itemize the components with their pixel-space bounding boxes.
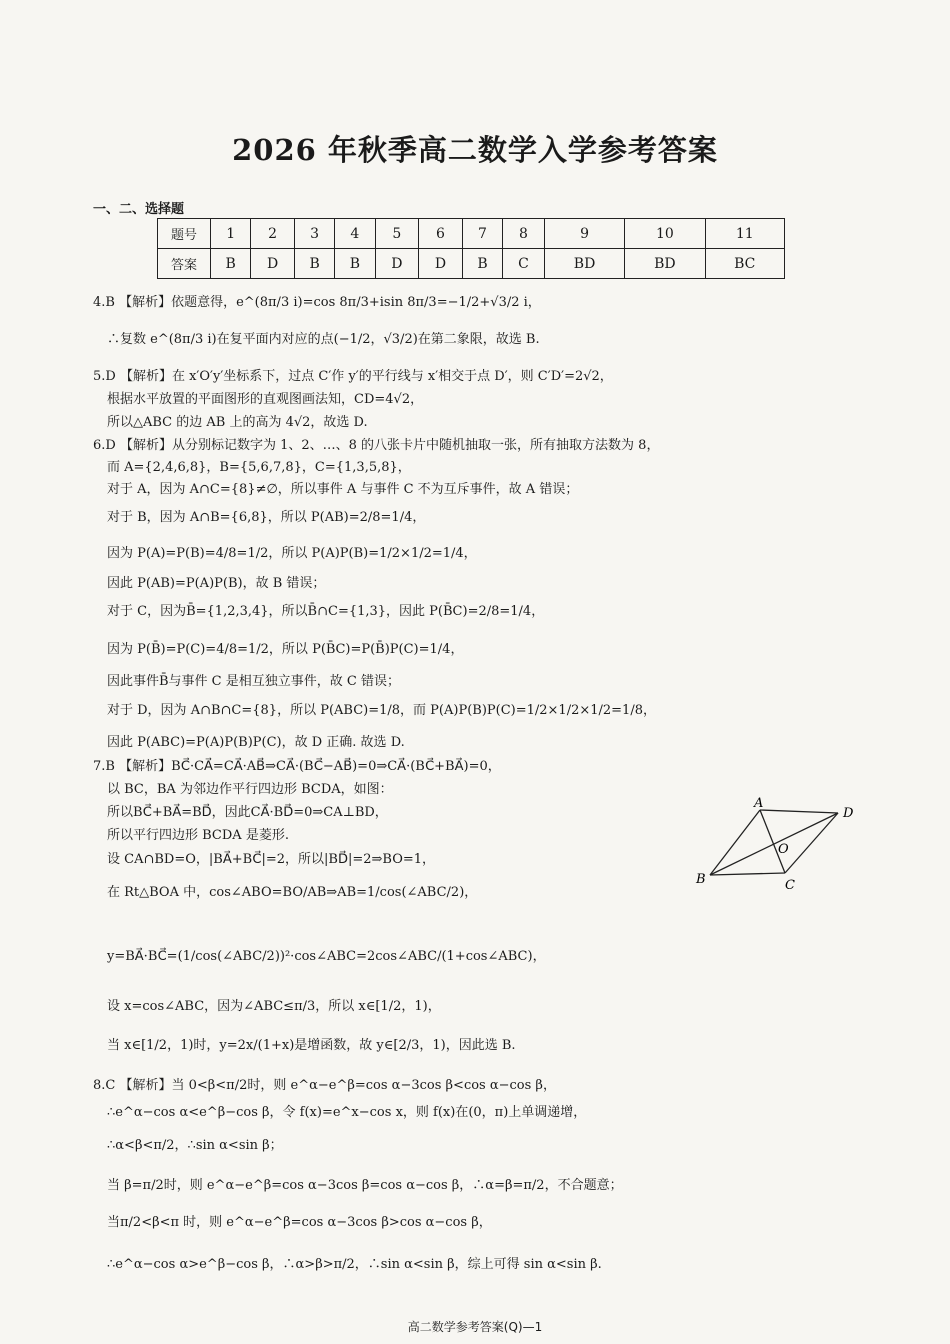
section-heading: 一、二、选择题: [93, 202, 185, 217]
solution-line: 6.D 【解析】从分别标记数字为 1、2、…、8 的八张卡片中随机抽取一张，所有抽取方法数为 8，: [93, 438, 660, 453]
solution-line: 当 x∈[1/2，1)时，y=2x/(1+x)是增函数，故 y∈[2/3，1)，因此选 B.: [107, 1038, 516, 1053]
table-row-answers: [158, 249, 785, 279]
table-cell: D: [375, 249, 419, 279]
table-cell: 2: [251, 219, 295, 249]
solution-line: ∴α<β<π/2，∴sin α<sin β；: [107, 1138, 283, 1153]
solution-line: 因此事件B̄与事件 C 是相互独立事件，故 C 错误；: [107, 674, 400, 689]
figure-edge: [710, 810, 760, 875]
solution-line: y=BA⃗·BC⃗=(1/cos(∠ABC/2))²·cos∠ABC=2cos∠ABC/(1+cos∠ABC)，: [107, 949, 546, 964]
solution-line: 对于 A，因为 A∩C={8}≠∅，所以事件 A 与事件 C 不为互斥事件，故 A 错误；: [107, 482, 579, 497]
page-footer: 高二数学参考答案(Q)—1: [407, 1320, 543, 1334]
figure-edge: [785, 813, 838, 873]
solution-line: 对于 D，因为 A∩B∩C={8}，所以 P(ABC)=1/8，而 P(A)P(B)P(C)=1/2×1/2×1/2=1/8，: [107, 703, 656, 718]
solution-line: 因此 P(ABC)=P(A)P(B)P(C)，故 D 正确. 故选 D.: [107, 735, 405, 750]
figure-label-d: D: [843, 806, 854, 821]
solution-line: ∴复数 e^(8π/3 i)在复平面内对应的点(−1/2，√3/2)在第二象限，故选 B.: [107, 332, 540, 347]
solution-line: 根据水平放置的平面图形的直观图画法知，CD=4√2，: [107, 392, 424, 407]
solution-line: 以 BC，BA 为邻边作平行四边形 BCDA，如图：: [107, 782, 393, 797]
table-cell: BD: [544, 249, 624, 279]
table-cell: 6: [419, 219, 463, 249]
table-cell: 11: [705, 219, 784, 249]
solution-line: 在 Rt△BOA 中，cos∠ABO=BO/AB⇒AB=1/cos(∠ABC/2)，: [107, 885, 478, 900]
figure-label-a: A: [754, 796, 764, 811]
table-cell: 8: [503, 219, 545, 249]
answer-table: [157, 218, 785, 279]
solution-line: 因为 P(A)=P(B)=4/8=1/2，所以 P(A)P(B)=1/2×1/2=1/4，: [107, 546, 477, 561]
table-row-numbers: [158, 219, 785, 249]
solution-line: 对于 C，因为B̄={1,2,3,4}，所以B̄∩C={1,3}，因此 P(B̄C)=2/8=1/4，: [107, 604, 545, 619]
page-title: 2026 年秋季高二数学入学参考答案: [232, 133, 718, 167]
table-header-cell: 题号: [158, 219, 211, 249]
figure-edge: [710, 873, 785, 875]
table-cell: 5: [375, 219, 419, 249]
table-header-cell: 答案: [158, 249, 211, 279]
table-cell: C: [503, 249, 545, 279]
table-cell: BD: [625, 249, 705, 279]
solution-line: ∴e^α−cos α>e^β−cos β，∴α>β>π/2，∴sin α<sin β，综上可得 sin α<sin β.: [107, 1257, 602, 1272]
table-cell: B: [211, 249, 251, 279]
solution-line: 8.C 【解析】当 0<β<π/2时，则 e^α−e^β=cos α−3cos β<cos α−cos β，: [93, 1078, 556, 1093]
figure-edge: [760, 810, 838, 813]
solution-line: 5.D 【解析】在 x′O′y′坐标系下，过点 C′作 y′的平行线与 x′相交于点 D′，则 C′D′=2√2，: [93, 369, 613, 384]
table-cell: 4: [335, 219, 375, 249]
table-cell: 10: [625, 219, 705, 249]
solution-line: 因为 P(B̄)=P(C)=4/8=1/2，所以 P(B̄C)=P(B̄)P(C)=1/4，: [107, 642, 464, 657]
rhombus-figure: [690, 795, 870, 895]
solution-line: 而 A={2,4,6,8}，B={5,6,7,8}，C={1,3,5,8}，: [107, 460, 411, 475]
table-cell: 7: [462, 219, 502, 249]
table-cell: B: [462, 249, 502, 279]
table-cell: D: [419, 249, 463, 279]
figure-label-o: O: [778, 842, 789, 857]
solution-line: 当 β=π/2时，则 e^α−e^β=cos α−3cos β=cos α−cos β，∴α=β=π/2，不合题意；: [107, 1178, 623, 1193]
solution-line: 所以△ABC 的边 AB 上的高为 4√2，故选 D.: [107, 415, 368, 430]
solution-line: ∴e^α−cos α<e^β−cos β，令 f(x)=e^x−cos x，则 f(x)在(0，π)上单调递增，: [107, 1105, 587, 1120]
figure-label-b: B: [696, 872, 706, 887]
solution-line: 因此 P(AB)=P(A)P(B)，故 B 错误；: [107, 576, 326, 591]
table-cell: 3: [294, 219, 334, 249]
solution-line: 对于 B，因为 A∩B={6,8}，所以 P(AB)=2/8=1/4，: [107, 510, 426, 525]
table-cell: 1: [211, 219, 251, 249]
table-cell: B: [294, 249, 334, 279]
solution-line: 4.B 【解析】依题意得，e^(8π/3 i)=cos 8π/3+isin 8π/3=−1/2+√3/2 i，: [93, 295, 541, 310]
solution-line: 7.B 【解析】BC⃗·CA⃗=CA⃗·AB⃗⇒CA⃗·(BC⃗−AB⃗)=0⇒CA⃗·(BC⃗+BA⃗)=0，: [93, 759, 501, 774]
solution-line: 当π/2<β<π 时，则 e^α−e^β=cos α−3cos β>cos α−cos β，: [107, 1215, 492, 1230]
solution-line: 设 CA∩BD=O，|BA⃗+BC⃗|=2，所以|BD⃗|=2⇒BO=1，: [107, 852, 436, 867]
solution-line: 所以BC⃗+BA⃗=BD⃗，因此CA⃗·BD⃗=0⇒CA⊥BD，: [107, 805, 388, 820]
table-cell: B: [335, 249, 375, 279]
table-cell: D: [251, 249, 295, 279]
table-cell: 9: [544, 219, 624, 249]
table-cell: BC: [705, 249, 784, 279]
figure-label-c: C: [785, 878, 795, 893]
solution-line: 设 x=cos∠ABC，因为∠ABC≤π/3，所以 x∈[1/2，1)，: [107, 999, 441, 1014]
solution-line: 所以平行四边形 BCDA 是菱形.: [107, 828, 289, 843]
